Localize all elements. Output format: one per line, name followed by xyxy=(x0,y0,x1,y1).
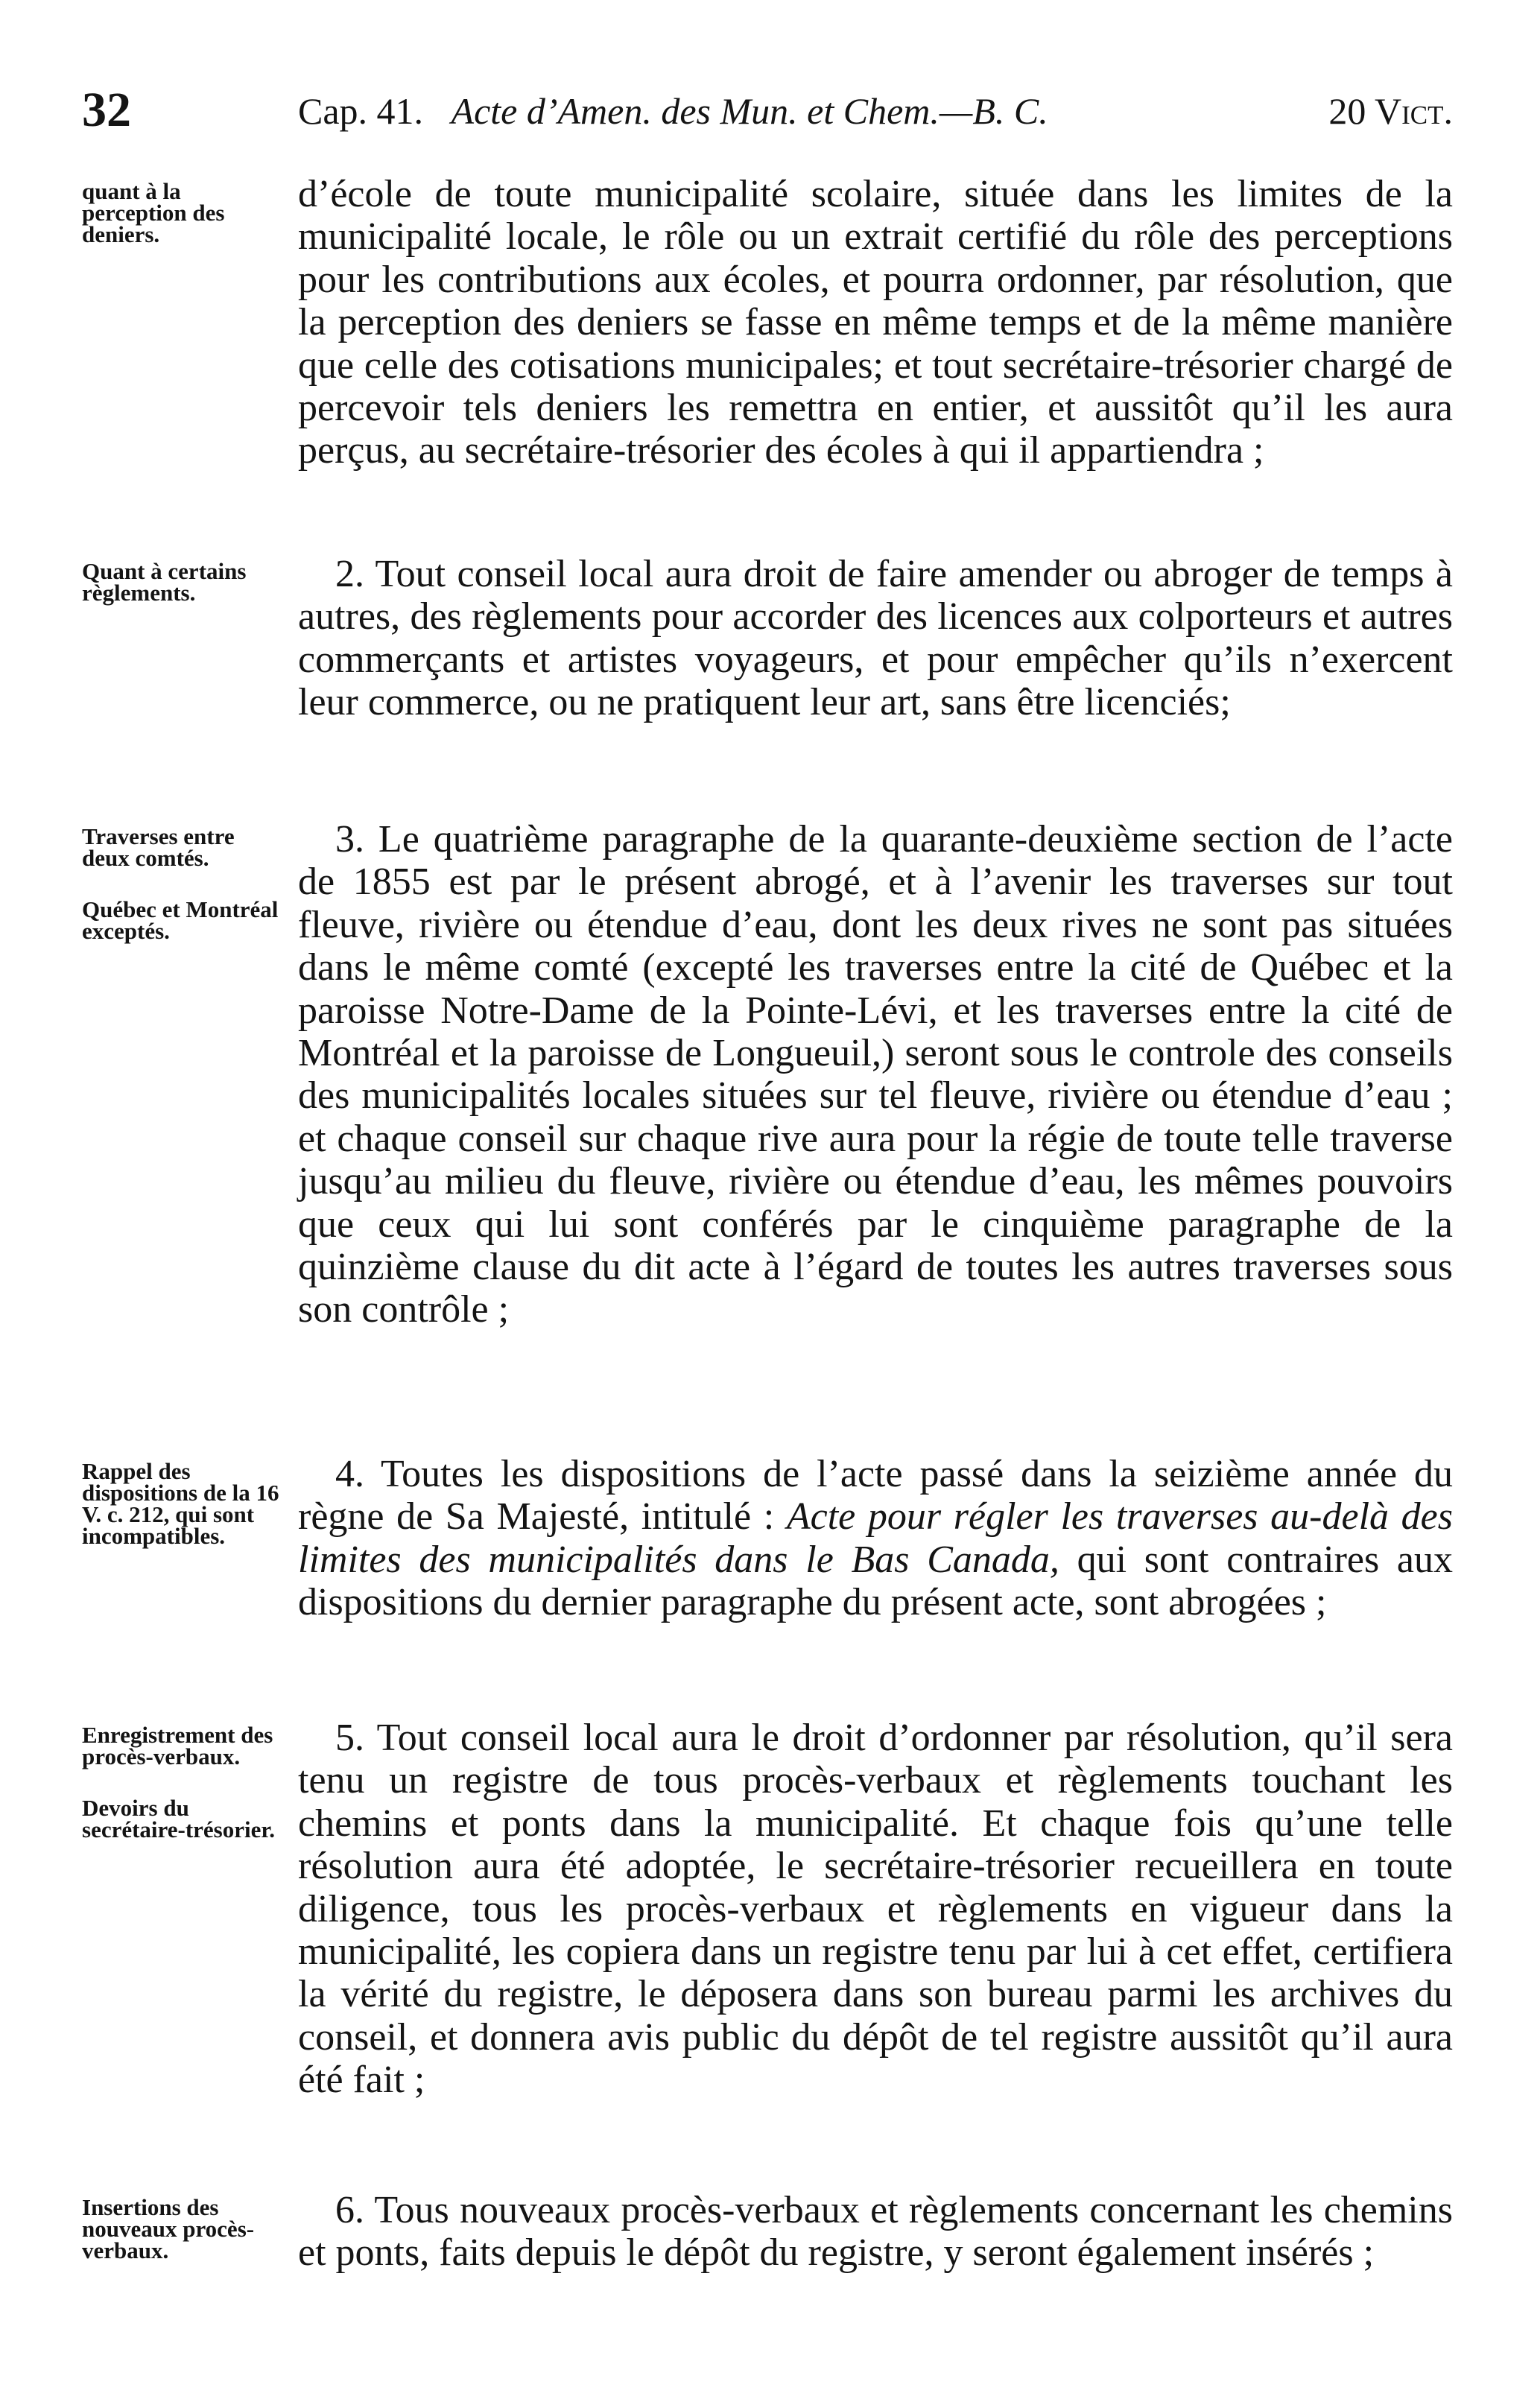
margin-note xyxy=(82,823,283,944)
page-number: 32 xyxy=(82,83,131,137)
paragraph xyxy=(298,1453,1453,1624)
margin-note-text: quant à la perception des deniers. xyxy=(82,178,225,247)
running-head xyxy=(298,89,1048,133)
paragraph-text: qui sont contraires aux dispositions du dernier paragraphe du présent acte, sont abrogées ; xyxy=(298,1538,1454,1624)
margin-note-text: Québec et Montréal exceptés. xyxy=(82,896,279,944)
page-header xyxy=(82,82,1453,142)
margin-note xyxy=(82,1724,283,1840)
paragraph-text: 4. Toutes les dispositions de l’acte passé dans la seizième année du règne de Sa Majesté, intitulé : xyxy=(298,1453,1453,1539)
paragraph: d’école de toute municipalité scolaire, située dans les limites de la municipalité locale, le rôle ou un extrait certifié du rôle des perceptions pour les contributions aux écoles, et pourra ordonner, par résolution, que la perception des deniers se fasse en même temps et de la même manière que celle des cotisations municipales; et tout secrétaire-trésorier chargé de percevoir tels deniers les remettra en entier, et aussitôt qu’il les aura perçus, au secrétaire-trésorier des écoles à qui il appartiendra ; xyxy=(298,173,1453,472)
chapter-number: Cap. 41. xyxy=(298,90,424,132)
act-title: Acte d’Amen. des Mun. et Chem.—B. C. xyxy=(451,90,1048,132)
margin-note-text: Insertions des nouveaux procès-verbaux. xyxy=(82,2194,255,2263)
paragraph: 3. Le quatrième paragraphe de la quarante-deuxième section de l’acte de 1855 est par le présent abrogé, et à l’avenir les traverses sur tout fleuve, rivière ou étendue d’eau, dont les deux rives ne sont pas situées dans le même comté (excepté les traverses entre la cité de Québec et la paroisse Notre-Dame de la Pointe-Lévi, et les traverses entre la cité de Montréal et la paroisse de Longueuil,) seront sous le controle des conseils des municipalités locales situées sur tel fleuve, rivière ou étendue d’eau ; et chaque conseil sur chaque rive aura pour la régie de toute telle traverse jusqu’au milieu du fleuve, rivière ou étendue d’eau, les mêmes pouvoirs que ceux qui lui sont conférés par le cinquième paragraphe de la quinzième clause du dit acte à l’égard de toutes les autres traverses sous son contrôle ; xyxy=(298,818,1453,1331)
margin-note-text: Traverses entre deux comtés. xyxy=(82,823,235,871)
regnal-year: 20 Vict. xyxy=(1328,90,1453,132)
margin-note-text: Rappel des dispositions de la 16 V. c. 212, qui sont incompatibles. xyxy=(82,1458,279,1549)
paragraph: 2. Tout conseil local aura droit de faire amender ou abroger de temps à autres, des règlements pour accorder des licences aux colporteurs et autres commerçants et artistes voyageurs, et pour empêcher qu’ils n’exercent leur commerce, ou ne pratiquent leur art, sans être licenciés; xyxy=(298,553,1453,724)
margin-note xyxy=(82,2196,283,2261)
margin-note-text: Enregistrement des procès-verbaux. xyxy=(82,1722,273,1769)
margin-note xyxy=(82,180,283,245)
margin-note-text: Devoirs du secrétaire-trésorier. xyxy=(82,1795,276,1842)
margin-note-text: Quant à certains règlements. xyxy=(82,558,247,606)
act-citation: Acte pour régler les traverses au-delà des limites des municipalités dans le Bas Canada, xyxy=(298,1495,1453,1581)
margin-note xyxy=(82,1460,283,1547)
paragraph: 6. Tous nouveaux procès-verbaux et règlements concernant les chemins et ponts, faits depuis le dépôt du registre, y seront également insérés ; xyxy=(298,2189,1453,2275)
paragraph: 5. Tout conseil local aura le droit d’ordonner par résolution, qu’il sera tenu un registre de tous procès-verbaux et règlements touchant les chemins et ponts dans la municipalité. Et chaque fois qu’une telle résolution aura été adoptée, le secrétaire-trésorier recueillera en toute diligence, tous les procès-verbaux et règlements en vigueur dans la municipalité, les copiera dans un registre tenu par lui à cet effet, certifiera la vérité du registre, le déposera dans son bureau parmi les archives du conseil, et donnera avis public du dépôt de tel registre aussitôt qu’il aura été fait ; xyxy=(298,1717,1453,2102)
margin-note xyxy=(82,558,283,606)
